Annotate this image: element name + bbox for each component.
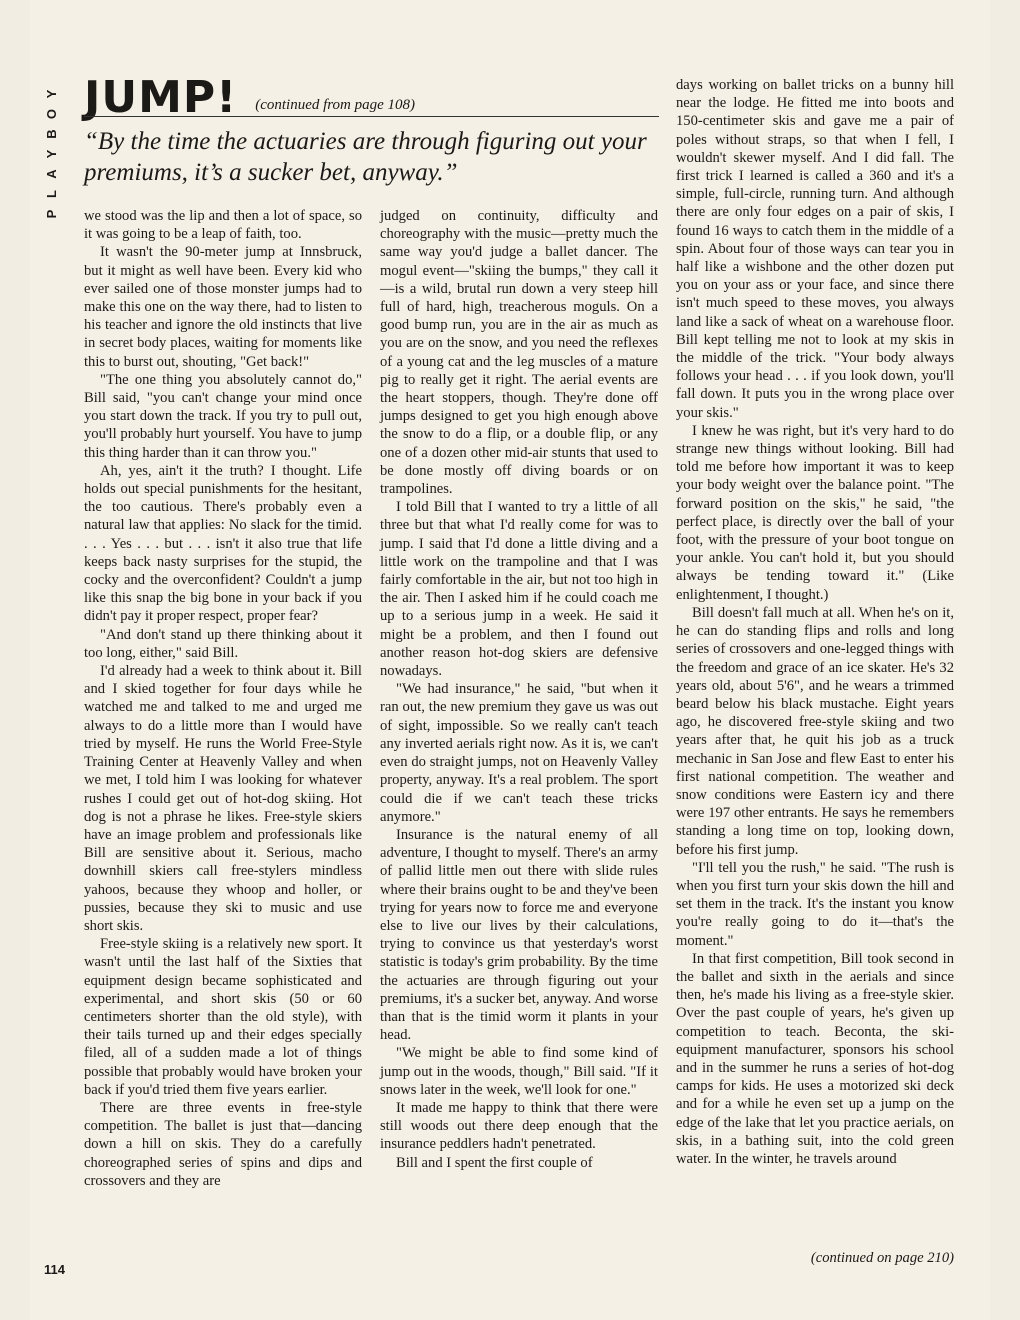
sidebar-letter: B bbox=[44, 129, 59, 139]
sidebar-letter: Y bbox=[44, 149, 59, 159]
continued-from-note: (continued from page 108) bbox=[255, 97, 416, 113]
sidebar-letter: A bbox=[44, 169, 59, 179]
paragraph: In that first competition, Bill took second in the ballet and sixth in the aerials and since then, he's made his living as a free-style skier. Over the past couple of years, he's given up competition to teach. Beconta, the ski-equipment manufacturer, sponsors his school and in the summer he runs a series of hot-dog camps for kids. He uses a motorized ski deck and for a while he even set up a jump on the edge of the lake that let you practice aerials, on skis, in a bathing suit, into the cold green water. In the winter, he travels around bbox=[676, 950, 954, 1167]
paragraph: we stood was the lip and then a lot of space, so it was going to be a leap of faith, too. bbox=[84, 208, 362, 243]
paragraph: There are three events in free-style competition. The ballet is just that—dancing down a hill on skis. They do a carefully choreographed series of spins and dips and crossovers and they are bbox=[84, 1099, 362, 1189]
sidebar-letter: P bbox=[44, 209, 59, 219]
paragraph: judged on continuity, difficulty and choreography with the music—pretty much the same way you'd judge a ballet dancer. The mogul event—"skiing the bumps," they call it—is a wild, brutal run down a very steep hill full of hard, high, treacherous moguls. On a good bump run, you are in the air as much as you are on the snow, and you need the reflexes of a young cat and the leg muscles of a mature pig to really get it right. The aerial events are the heart stoppers, though. They're done off jumps designed to get you high enough above the snow to do a flip, or a double flip, or any one of a dozen other mid-air stunts that used to be done mostly off diving boards or on trampolines. bbox=[380, 208, 658, 498]
paragraph: I'd already had a week to think about it. Bill and I skied together for four days while he watched me and talked to me and urged me always to do a little more than I would have tried by myself. He runs the World Free-Style Training Center at Heavenly Valley and when we met, I told him I was looking for whatever rushes I could get out of hot-dog skiing. Hot dog is not a phrase he likes. Free-style skiers have an image problem and professionals like Bill are sensitive about it. Serious, macho downhill skiers call free-stylers mindless yahoos, because they whoop and holler, or pussies, because they ski to music and use short skis. bbox=[84, 663, 362, 934]
paragraph: "I'll tell you the rush," he said. "The rush is when you first turn your skis down the hill and set them in the track. It's the instant you know you're really going to do it—that's the moment." bbox=[676, 859, 954, 949]
continued-on-note: (continued on page 210) bbox=[810, 1250, 954, 1266]
sidebar-letter: Y bbox=[44, 89, 59, 99]
sidebar-letter: L bbox=[44, 190, 59, 198]
paragraph: days working on ballet tricks on a bunny hill near the lodge. He fitted me into boots and 150-centimeter skis and gave me a pair of poles without straps, so that when I fell, I wouldn't skewer myself. And I did fall. The first trick I learned is called a 360 and it's a simple, full-circle, running turn. And although there are only four edges on a pair of skis, I found 16 ways to catch them in the middle of a spin. About four of those ways can tear you in half like a wishbone and the other dozen put you on your ass or your face, and since there isn't much speed to these moves, you always land like a sack of wheat on a warehouse floor. Bill kept telling me not to look at my skis in the middle of the trick. "Your body always follows your head . . . if you look down, you'll fall down. It puts you in the wrong place over your skis." bbox=[676, 77, 954, 421]
article-title: JUMP! bbox=[84, 72, 238, 123]
magazine-name-vertical bbox=[42, 84, 62, 224]
paragraph: I told Bill that I wanted to try a little of all three but that what I'd really come for was to jump. I said that I'd done a little diving and a little work on the trampoline and that I was fairly comfortable in the air, but not too high in the air. Then I asked him if he could coach me up to a serious jump in a week. He said it might be a problem, and then I found out another reason hot-dog skiers are defensive nowadays. bbox=[380, 499, 658, 680]
page-number: 114 bbox=[44, 1262, 65, 1277]
paragraph: Bill and I spent the first couple of bbox=[396, 1154, 593, 1171]
paragraph: It made me happy to think that there were still woods out there deep enough that the insurance peddlers hadn't penetrated. bbox=[380, 1099, 658, 1153]
paragraph: Free-style skiing is a relatively new sport. It wasn't until the last half of the Sixties that equipment design became sophisticated and experimental, and short skis (50 or 60 centimeters shorter than the old style), with their tails turned up and their edges specially filed, all of a sudden made a lot of things possible that probably would have broken your back if you'd tried them five years earlier. bbox=[84, 936, 362, 1098]
headline-rule bbox=[84, 116, 659, 117]
text-column-2 bbox=[380, 207, 658, 1172]
paragraph: Insurance is the natural enemy of all adventure, I thought to myself. There's an army of pallid little men out there with slide rules where their brains ought to be and they've been trying for years now to force me and everyone else to live our lives by their calculations, trying to convince us that yesterday's worst statistic is today's grim probability. By the time the actuaries are through figuring out your premiums, it's a sucker bet, anyway. And worse than that is the timid worm it plants in your head. bbox=[380, 826, 658, 1044]
headline bbox=[84, 72, 659, 123]
paragraph: "The one thing you absolutely cannot do," Bill said, "you can't change your mind once you start down the track. If you try to pull out, you'll probably hurt yourself. You have to jump this thing harder than it can throw you." bbox=[84, 371, 362, 461]
paragraph: Bill doesn't fall much at all. When he's on it, he can do standing flips and rolls and long series of crossovers and one-legged things with the freedom and grace of an ice skater. He's 32 years old, about 5'6", and he wears a trimmed beard below his black mustache. Eight years ago, he discovered free-style skiing and two years after that, he quit his job as a truck mechanic in San Jose and flew East to enter his first national competition. The weather and snow conditions were Eastern icy and there were 197 other entrants. He says he remembers standing a long time on top, looking down, before his first jump. bbox=[676, 604, 954, 858]
sidebar-letter: O bbox=[44, 108, 59, 120]
pull-quote: “By the time the actuaries are through figuring out your premiums, it’s a sucker bet, anyway.” bbox=[84, 128, 647, 186]
paragraph: "And don't stand up there thinking about it too long, either," said Bill. bbox=[84, 626, 362, 661]
text-column-1 bbox=[84, 207, 362, 1190]
paragraph: Ah, yes, ain't it the truth? I thought. Life holds out special punishments for the hesitant, the too cautious. There's probably even a natural law that applies: No slack for the timid. . . . Yes . . . but . . . isn't it also true that life keeps back nasty surprises for the stupid, the cocky and the overconfident? Couldn't a jump like this snap the big bone in your back if you didn't pay it proper respect, proper fear? bbox=[84, 462, 362, 625]
paragraph: It wasn't the 90-meter jump at Innsbruck, but it might as well have been. Every kid who ever sailed one of those monster jumps had to make this one on the way there, had to listen to his teacher and ignore the old instincts that live in secret body places, waiting for moments like this to burst out, shouting, "Get back!" bbox=[84, 244, 362, 370]
paragraph: "We had insurance," he said, "but when it ran out, the new premium they gave us was out of sight, impossible. So we really can't teach any inverted aerials right now. As it is, we can't even do straight jumps, not on Heavenly Valley property, anyway. It's a real problem. The sport could die if we can't teach these tricks anymore." bbox=[380, 681, 658, 825]
paragraph: I knew he was right, but it's very hard to do strange new things without looking. Bill had told me before how important it was to keep your body weight over the balance point. "The forward position on the skis," he said, "the perfect place, is directly over the ball of your foot, with the pressure of your boot tongue on your ankle. You can't hold it, but you should always be tending toward it." (Like enlightenment, I thought.) bbox=[676, 422, 954, 603]
paragraph: "We might be able to find some kind of jump out in the woods, though," Bill said. "If it snows later in the week, we'll look for one." bbox=[380, 1045, 658, 1098]
text-column-3 bbox=[676, 76, 954, 1168]
